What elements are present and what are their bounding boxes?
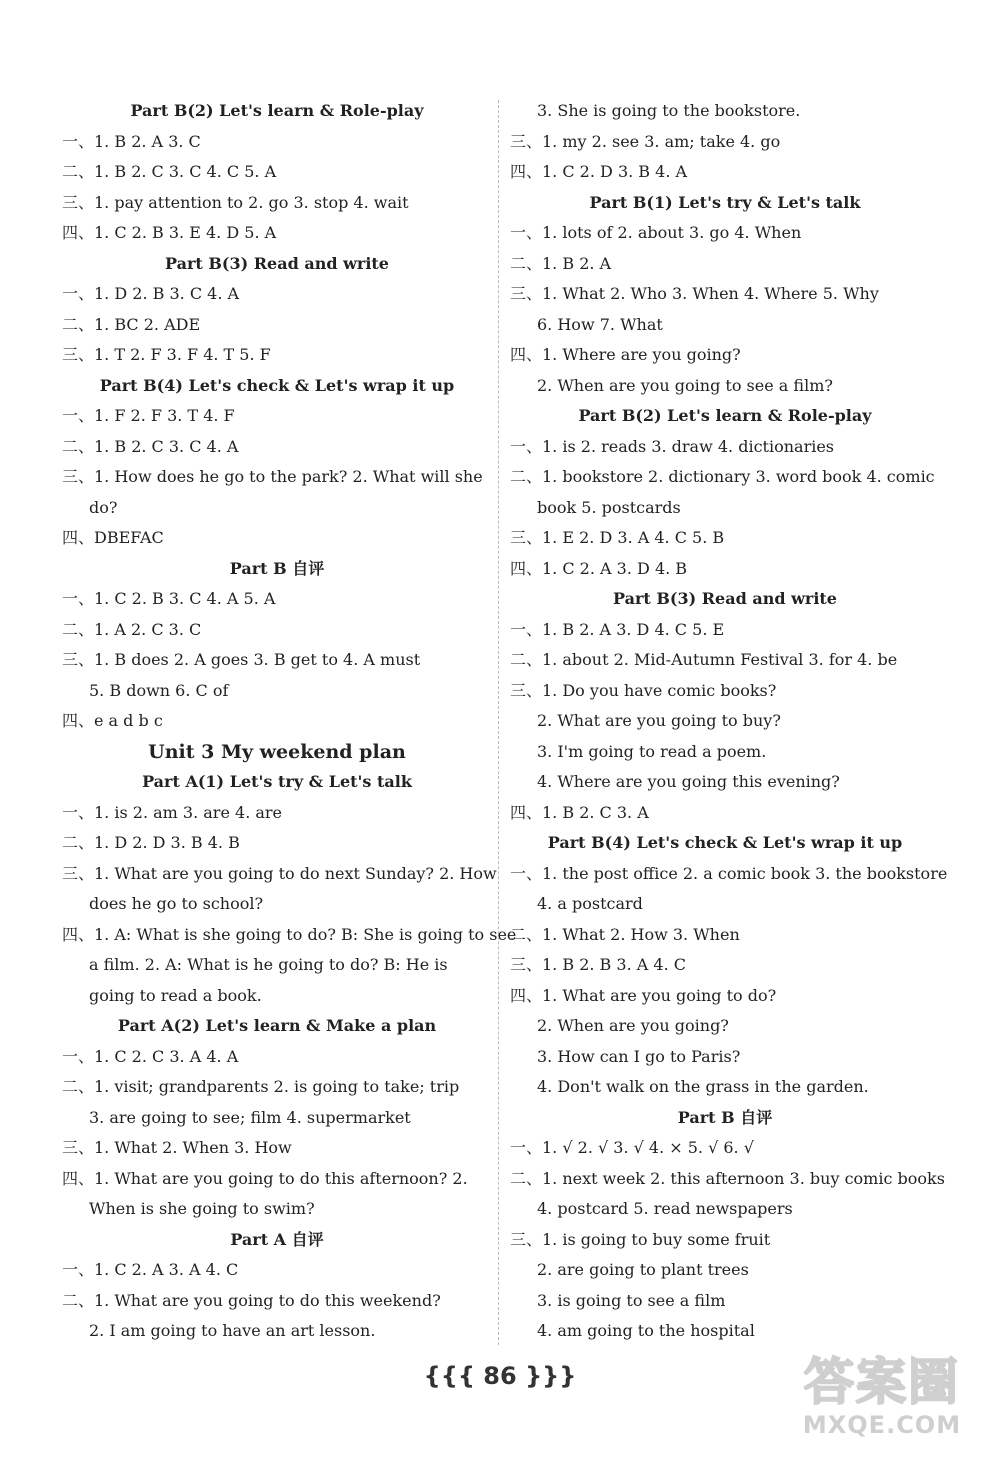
answer-line: 四、1. What are you going to do this afternoon? 2. (62, 1168, 468, 1188)
answer-line: does he go to school? (89, 894, 264, 913)
answer-line: 6. How 7. What (537, 314, 663, 334)
answer-line: 一、1. √ 2. √ 3. √ 4. × 5. √ 6. √ (510, 1138, 754, 1157)
answer-line: 二、1. visit; grandparents 2. is going to take; trip (62, 1077, 460, 1096)
right-column (510, 96, 948, 1347)
answer-line: 4. postcard 5. read newspapers (537, 1199, 793, 1218)
answer-line: 一、1. C 2. B 3. C 4. A 5. A (62, 589, 276, 608)
answer-line: 一、1. F 2. F 3. T 4. F (62, 406, 235, 425)
left-column (62, 96, 517, 1347)
section-heading: Part A 自评 (230, 1229, 324, 1249)
section-heading: Part B(1) Let's try & Let's talk (589, 192, 861, 212)
answer-line: 2. When are you going to see a film? (537, 375, 833, 395)
answer-line: 四、1. C 2. D 3. B 4. A (510, 162, 688, 181)
answer-line: 3. I'm going to read a poem. (537, 741, 767, 761)
answer-line: 3. is going to see a film (537, 1290, 726, 1310)
answer-line: When is she going to swim? (89, 1199, 315, 1218)
watermark-top-text: 答案圈 (804, 1353, 960, 1411)
page-number: 86 (483, 1362, 517, 1390)
answer-line: 3. She is going to the bookstore. (537, 101, 801, 120)
answer-line: 四、1. Where are you going? (510, 345, 741, 364)
answer-line: 三、1. my 2. see 3. am; take 4. go (510, 131, 781, 151)
answer-line: 三、1. B 2. B 3. A 4. C (510, 955, 686, 974)
answer-line: 二、1. What 2. How 3. When (510, 924, 740, 944)
column-divider (498, 100, 499, 1345)
answer-line: going to read a book. (89, 985, 262, 1005)
section-heading: Part B 自评 (677, 1107, 773, 1127)
section-heading: Part B(2) Let's learn & Role-play (578, 406, 872, 425)
answer-line: 三、1. E 2. D 3. A 4. C 5. B (510, 528, 725, 547)
answer-line: 二、1. about 2. Mid-Autumn Festival 3. for 4. be (510, 650, 898, 669)
answer-line: 三、1. What 2. When 3. How (62, 1138, 292, 1157)
answer-line: 二、1. What are you going to do this weekend? (62, 1290, 441, 1310)
section-heading: Part A(1) Let's try & Let's talk (142, 772, 412, 791)
answer-line: 3. are going to see; film 4. supermarket (89, 1107, 411, 1127)
section-heading: Part A(2) Let's learn & Make a plan (117, 1016, 437, 1035)
answer-line: do? (89, 497, 118, 517)
answer-line: 2. are going to plant trees (537, 1260, 749, 1279)
answer-line: 一、1. B 2. A 3. D 4. C 5. E (510, 619, 725, 639)
answer-line: 三、1. What are you going to do next Sunday? 2. How (62, 863, 497, 883)
answer-line: 三、1. How does he go to the park? 2. What will she (62, 467, 483, 486)
answer-line: 四、DBEFAC (62, 528, 164, 547)
answer-line: 二、1. next week 2. this afternoon 3. buy comic books (510, 1168, 945, 1188)
section-heading: Part B(4) Let's check & Let's wrap it up (99, 375, 455, 395)
answer-line: 4. Don't walk on the grass in the garden. (537, 1077, 869, 1096)
section-heading: Part B(3) Read and write (165, 253, 389, 273)
answer-line: 2. When are you going? (537, 1016, 729, 1035)
answer-line: 四、1. C 2. A 3. D 4. B (510, 558, 688, 578)
answer-line: a film. 2. A: What is he going to do? B: He is (89, 955, 448, 974)
answer-line: 二、1. BC 2. ADE (62, 314, 201, 334)
section-heading: Part B(2) Let's learn & Role-play (130, 101, 424, 120)
answer-line: 4. am going to the hospital (537, 1321, 755, 1340)
answer-line: 四、e a d b c (62, 711, 163, 730)
section-heading: Part B(3) Read and write (613, 589, 837, 608)
answer-line: 三、1. What 2. Who 3. When 4. Where 5. Why (510, 284, 879, 303)
answer-line: 三、1. T 2. F 3. F 4. T 5. F (62, 345, 271, 364)
answer-line: 二、1. B 2. A (510, 253, 612, 273)
answer-line: 四、1. What are you going to do? (510, 985, 777, 1005)
answer-line: 一、1. D 2. B 3. C 4. A (62, 284, 240, 303)
answer-line: 5. B down 6. C of (89, 680, 229, 700)
answer-line: 2. I am going to have an art lesson. (89, 1321, 376, 1340)
answer-line: 四、1. C 2. B 3. E 4. D 5. A (62, 223, 277, 242)
section-heading: Part B 自评 (229, 558, 325, 578)
answer-line: 二、1. B 2. C 3. C 4. C 5. A (62, 162, 277, 181)
answer-line: 一、1. C 2. A 3. A 4. C (62, 1260, 239, 1279)
answer-line: 三、1. Do you have comic books? (510, 680, 777, 700)
answer-line: 一、1. lots of 2. about 3. go 4. When (510, 223, 802, 242)
answer-line: 四、1. A: What is she going to do? B: She is going to see (62, 924, 517, 944)
answer-line: 二、1. D 2. D 3. B 4. B (62, 833, 240, 852)
answer-line: 一、1. C 2. C 3. A 4. A (62, 1046, 239, 1066)
answer-line: 一、1. B 2. A 3. C (62, 131, 201, 151)
footer-decor-right: }}} (525, 1362, 577, 1390)
section-heading: Part B(4) Let's check & Let's wrap it up (547, 833, 903, 852)
answer-line: 3. How can I go to Paris? (537, 1046, 741, 1066)
answer-line: 三、1. B does 2. A goes 3. B get to 4. A must (62, 650, 421, 669)
answer-line: 二、1. B 2. C 3. C 4. A (62, 436, 239, 456)
watermark-bottom-text: MXQE.COM (802, 1411, 962, 1439)
answer-line: 二、1. bookstore 2. dictionary 3. word book 4. comic (510, 467, 935, 486)
watermark-logo (782, 1354, 982, 1454)
answer-line: 三、1. is going to buy some fruit (510, 1229, 771, 1249)
answer-line: book 5. postcards (537, 497, 681, 517)
answer-line: 一、1. the post office 2. a comic book 3. the bookstore (510, 863, 948, 883)
answer-line: 二、1. A 2. C 3. C (62, 619, 202, 639)
answer-line: 4. a postcard (537, 894, 643, 913)
answer-line: 一、1. is 2. reads 3. draw 4. dictionaries (510, 436, 835, 456)
footer-decor-left: {{{ (423, 1362, 475, 1390)
answer-line: 2. What are you going to buy? (537, 711, 781, 730)
answer-line: 4. Where are you going this evening? (537, 772, 840, 791)
answer-line: 三、1. pay attention to 2. go 3. stop 4. wait (62, 192, 409, 212)
answer-line: 一、1. is 2. am 3. are 4. are (62, 802, 283, 822)
unit-title: Unit 3 My weekend plan (148, 740, 406, 763)
answer-line: 四、1. B 2. C 3. A (510, 802, 649, 822)
